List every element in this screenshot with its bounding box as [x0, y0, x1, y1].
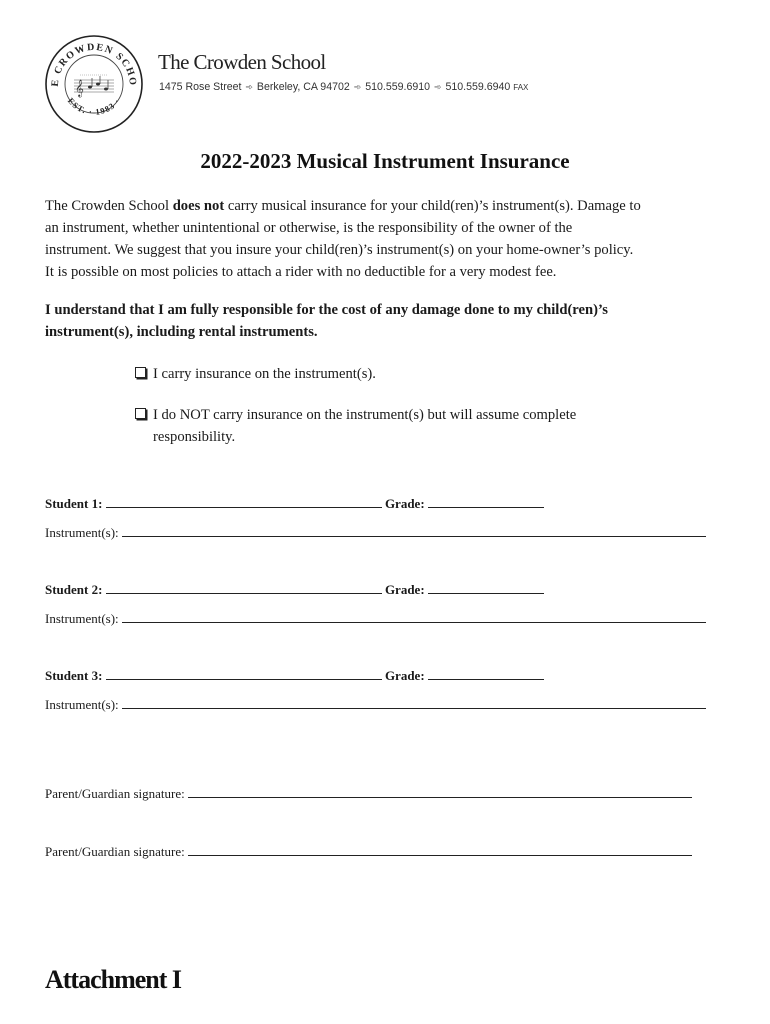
separator-icon: ➾: [245, 82, 253, 92]
parent-signature-2-row: [45, 843, 692, 860]
fax-number: 510.559.6940: [445, 81, 511, 93]
option-label: I do NOT carry insurance on the instrument(s) but will assume complete: [153, 407, 577, 423]
student-2-instrument-field[interactable]: [122, 610, 706, 623]
parent-signature-1-field[interactable]: [188, 785, 692, 798]
student-2-name-field[interactable]: [106, 581, 382, 594]
student-3-row: [45, 667, 544, 684]
instrument-label: Instrument(s):: [45, 525, 119, 540]
instrument-label: Instrument(s):: [45, 697, 119, 712]
acknowledgement-statement: [45, 299, 730, 343]
student-label: Student 1:: [45, 496, 103, 511]
student-1-instrument-row: [45, 524, 706, 541]
student-2-grade-field[interactable]: [428, 581, 544, 594]
student-3-instrument-field[interactable]: [122, 696, 706, 709]
student-3-instrument-row: [45, 696, 706, 713]
intro-line: It is possible on most policies to attach a rider with no deductible for a very modest fee.: [45, 264, 557, 280]
seal-text-bottom: EST. · 1983 ·: [65, 95, 123, 117]
option-label: I carry insurance on the instrument(s).: [153, 366, 376, 382]
grade-label: Grade:: [384, 668, 425, 683]
checkbox-icon[interactable]: [135, 367, 146, 378]
option-carry-insurance[interactable]: [135, 363, 376, 385]
option-no-insurance[interactable]: [135, 404, 576, 448]
acknowledgement-line: I understand that I am fully responsible for the cost of any damage done to my child(ren)’s: [45, 302, 608, 318]
separator-icon: ➾: [353, 82, 362, 92]
signature-label: Parent/Guardian signature:: [45, 844, 185, 859]
intro-line: [45, 195, 730, 217]
student-1-row: [45, 495, 544, 512]
student-1-name-field[interactable]: [106, 495, 382, 508]
student-label: Student 3:: [45, 668, 103, 683]
intro-paragraph: [45, 195, 730, 283]
student-3-grade-field[interactable]: [428, 667, 544, 680]
student-3-name-field[interactable]: [106, 667, 382, 680]
svg-text:THE CROWDEN SCHOOL: [44, 34, 138, 87]
document-title: 2022-2023 Musical Instrument Insurance: [200, 149, 570, 173]
student-2-instrument-row: [45, 610, 706, 627]
acknowledgement-line: instrument(s), including rental instruments.: [45, 324, 318, 340]
student-1-instrument-field[interactable]: [122, 524, 706, 537]
intro-text: The Crowden School: [45, 198, 173, 214]
intro-line: instrument. We suggest that you insure your child(ren)’s instrument(s) on your home-owner’s policy.: [45, 242, 634, 258]
option-label-continued: responsibility.: [153, 429, 236, 445]
street-address: 1475 Rose Street: [159, 81, 242, 93]
svg-text:𝄞: 𝄞: [75, 79, 84, 97]
checkbox-icon[interactable]: [135, 408, 146, 419]
svg-text:EST. · 1983 ·: [66, 96, 122, 117]
student-label: Student 2:: [45, 582, 103, 597]
seal-icon: [44, 34, 144, 134]
instrument-label: Instrument(s):: [45, 611, 119, 626]
grade-label: Grade:: [384, 582, 425, 597]
phone-number: 510.559.6910: [365, 81, 431, 93]
school-address: [159, 81, 528, 93]
signature-label: Parent/Guardian signature:: [45, 786, 185, 801]
intro-text: carry musical insurance for your child(ren)’s instrument(s). Damage to: [224, 198, 641, 214]
seal-text-top: E CROWDEN SCHO: [49, 41, 139, 88]
student-2-row: [45, 581, 544, 598]
parent-signature-1-row: [45, 785, 692, 802]
fax-label: FAX: [513, 83, 529, 92]
school-name: The Crowden School: [158, 50, 326, 74]
separator-icon: ➾: [433, 82, 442, 92]
parent-signature-2-field[interactable]: [188, 843, 692, 856]
grade-label: Grade:: [384, 496, 425, 511]
attachment-heading: Attachment I: [45, 965, 182, 994]
student-1-grade-field[interactable]: [428, 495, 544, 508]
intro-line: an instrument, whether unintentional or otherwise, is the responsibility of the owner of the: [45, 220, 573, 236]
city-state-zip: Berkeley, CA 94702: [256, 81, 350, 93]
emphasis-text: does not: [172, 198, 225, 214]
school-seal-logo: [44, 34, 144, 134]
